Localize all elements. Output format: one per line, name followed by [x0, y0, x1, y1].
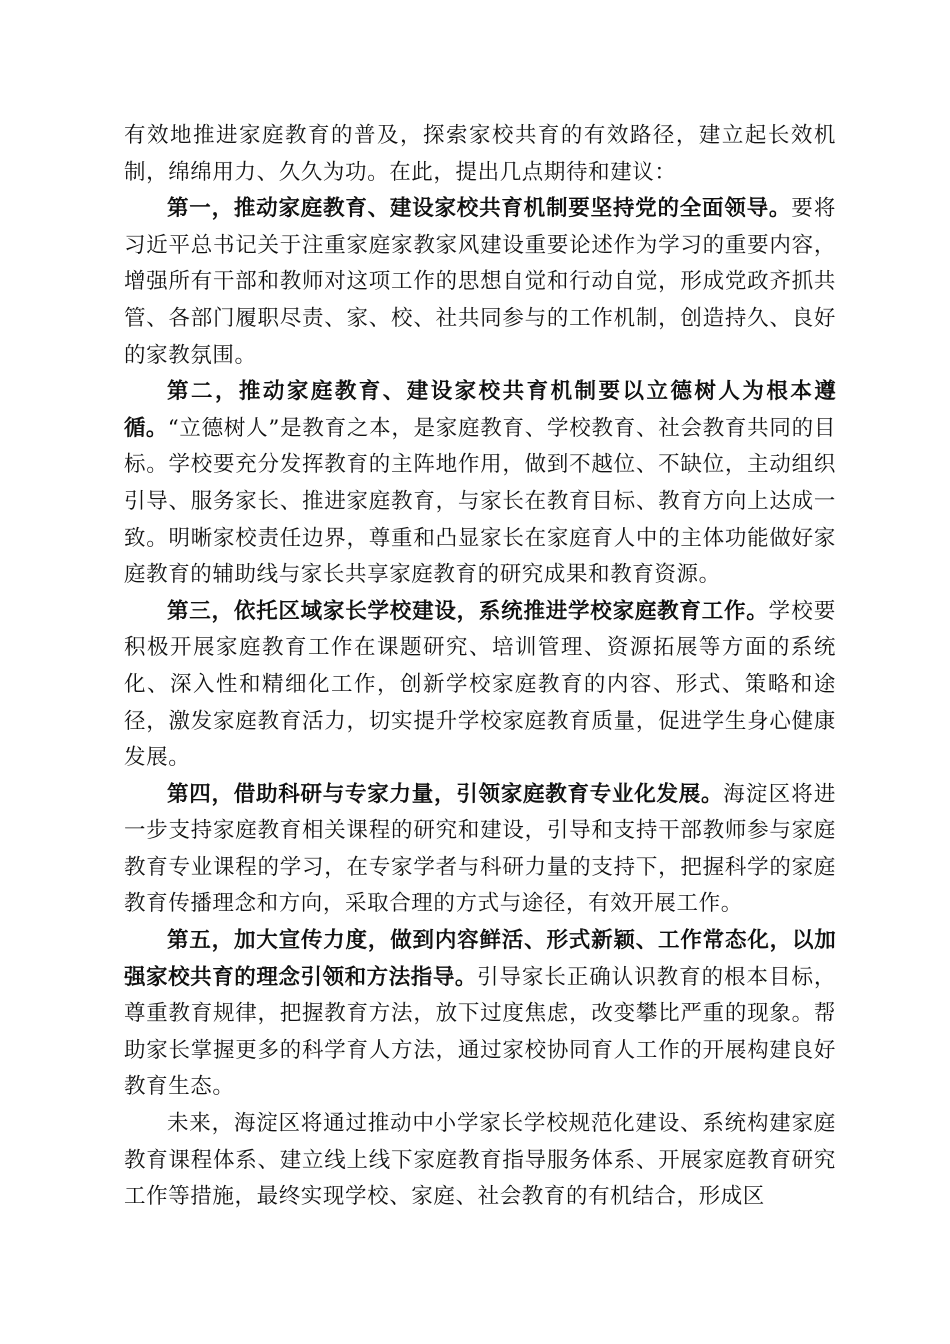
paragraph-point-3 — [124, 594, 836, 777]
paragraph-heading: 第二，推动家庭教育、建设家校共育机制要以立德树人为根本遵循。 — [124, 379, 836, 441]
document-page — [124, 118, 836, 1216]
paragraph-point-4 — [124, 777, 836, 923]
paragraph-heading: 第四，借助科研与专家力量，引领家庭教育专业化发展。 — [167, 781, 724, 807]
paragraph-text: 未来，海淀区将通过推动中小学家长学校规范化建设、系统构建家庭教育课程体系、建立线上线下家庭教育指导服务体系、开展家庭教育研究工作等措施，最终实现学校、家庭、社会教育的有机结合，形成区 — [124, 1111, 836, 1210]
paragraph-conclusion — [124, 1106, 836, 1216]
paragraph-heading: 第一，推动家庭教育、建设家校共育机制要坚持党的全面领导。 — [167, 196, 792, 222]
paragraph-text: “立德树人”是教育之本，是家庭教育、学校教育、社会教育共同的目标。学校要充分发挥教育的主阵地作用，做到不越位、不缺位，主动组织引导、服务家长、推进家庭教育，与家长在教育目标、教育方向上达成一致。明晰家校责任边界，尊重和凸显家长在家庭育人中的主体功能做好家庭教育的辅助线与家长共享家庭教育的研究成果和教育资源。 — [124, 415, 836, 588]
paragraph-point-5 — [124, 923, 836, 1106]
paragraph-intro — [124, 118, 836, 191]
paragraph-text: 有效地推进家庭教育的普及，探索家校共育的有效路径，建立起长效机制，绵绵用力、久久为功。在此，提出几点期待和建议： — [124, 123, 836, 185]
paragraph-point-2 — [124, 374, 836, 594]
paragraph-heading: 第三，依托区域家长学校建设，系统推进学校家庭教育工作。 — [167, 598, 769, 624]
paragraph-point-1 — [124, 191, 836, 374]
paragraph-text: 要将习近平总书记关于注重家庭家教家风建设重要论述作为学习的重要内容，增强所有干部和教师对这项工作的思想自觉和行动自觉，形成党政齐抓共管、各部门履职尽责、家、校、社共同参与的工作机制，创造持久、良好的家教氛围。 — [124, 196, 836, 368]
paragraph-text: 学校要积极开展家庭教育工作在课题研究、培训管理、资源拓展等方面的系统化、深入性和精细化工作，创新学校家庭教育的内容、形式、策略和途径，激发家庭教育活力，切实提升学校家庭教育质量，促进学生身心健康发展。 — [124, 598, 836, 771]
paragraph-text: 引导家长正确认识教育的根本目标，尊重教育规律，把握教育方法，放下过度焦虑，改变攀比严重的现象。帮助家长掌握更多的科学育人方法，通过家校协同育人工作的开展构建良好教育生态。 — [124, 964, 836, 1100]
paragraph-heading: 第五，加大宣传力度，做到内容鲜活、形式新颖、工作常态化，以加强家校共育的理念引领和方法指导。 — [124, 928, 836, 990]
paragraph-text: 海淀区将进一步支持家庭教育相关课程的研究和建设，引导和支持干部教师参与家庭教育专业课程的学习，在专家学者与科研力量的支持下，把握科学的家庭教育传播理念和方向，采取合理的方式与途径，有效开展工作。 — [124, 781, 836, 917]
